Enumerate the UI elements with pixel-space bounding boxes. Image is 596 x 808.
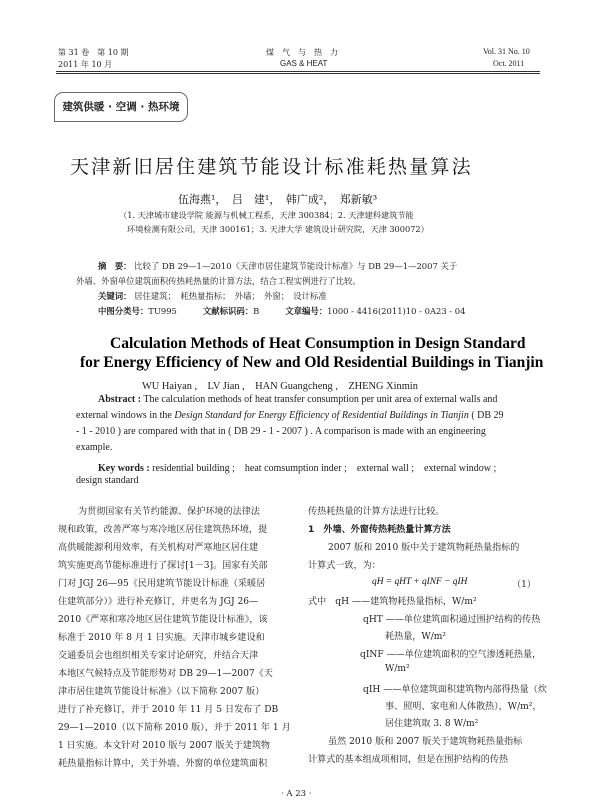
abstract-en-line3: - 1 - 2010 ) are compared with that in ( DB 29 - 1 - 2007 ) . A comparison is made with an engineering: [76, 426, 486, 437]
title-en-line2: for Energy Efficiency of New and Old Residential Buildings in Tianjin: [80, 354, 544, 371]
header-volume: 第 31 卷 第 10 期: [58, 48, 129, 57]
section-tag-label: 建筑供暖 · 空调 · 热环境: [62, 101, 180, 113]
keywords-en-line2: design standard: [76, 475, 139, 486]
definition-qih-cont2: 居住建筑取 3. 8 W/m²: [385, 719, 479, 729]
keywords-cn-label: 关键词：: [98, 291, 132, 301]
right-col-top: 传热耗热量的计算方法进行比较。: [308, 507, 445, 517]
article-no-label: 文章编号：: [285, 306, 328, 316]
clc-label: 中图分类号：: [98, 306, 149, 316]
abstract-en-line1: [98, 394, 497, 405]
keywords-en-text1: residential building ; heat comsumption inder ; external wall ; external window ;: [152, 463, 497, 474]
left-col-line: 筑实施更高节能标准进行了探讨[1－3]。国家有关部: [58, 561, 268, 571]
abstract-cn-line1: [98, 260, 457, 272]
classification-line: [98, 305, 465, 317]
equation-1: qH = qHT + qINF − qIH: [372, 577, 468, 587]
left-col-line: 进行了补充修订，并于 2010 年 11 月 5 日发布了 DB: [58, 705, 279, 715]
article-no-value: 1000 - 4416(2011)10 - 0A23 - 04: [327, 306, 466, 316]
definition-qht-cont: 耗热量，W/m²: [385, 632, 447, 642]
abstract-en-text1: The calculation methods of heat transfer consumption per unit area of external walls and: [143, 394, 498, 405]
title-en-line1: Calculation Methods of Heat Consumption in Design Standard: [110, 335, 526, 352]
abstract-en-text2c: ( DB 29: [468, 410, 504, 421]
header-date-en: Oct. 2011: [493, 59, 525, 68]
definition-qinf: qINF ——单位建筑面积的空气渗透耗热量，: [360, 650, 542, 660]
left-col-line: 为贯彻国家有关节约能源、保护环境的法律法: [78, 507, 260, 517]
right-p1-line2: 计算式一致，为：: [308, 561, 381, 571]
definition-qih-cont1: 事、照明、家电和人体散热），W/m²，: [385, 702, 542, 712]
header-journal-cn: 煤 气 与 热 力: [266, 48, 338, 57]
header-journal-en: GAS & HEAT: [280, 59, 328, 68]
header-rule-top: [56, 71, 540, 72]
abstract-en-text2a: external windows in the: [76, 410, 175, 421]
left-col-line: 1 日实施。本文针对 2010 版与 2007 版关于建筑物: [58, 741, 271, 751]
equation-1-number: （1）: [512, 580, 536, 590]
doc-code-value: B: [253, 306, 260, 316]
abstract-cn-line2: 外墙、外窗单位建筑面积传热耗热量的计算方法，结合工程实例进行了比较。: [76, 276, 361, 286]
abstract-cn-text1: 比较了 DB 29—1—2010《天津市居住建筑节能设计标准》与 DB 29—1—2007 关于: [134, 261, 458, 271]
keywords-en-line1: [98, 459, 496, 474]
authors-en: WU Haiyan , LV Jian , HAN Guangcheng , ZHENG Xinmin: [142, 381, 418, 392]
abstract-en-label: Abstract :: [98, 394, 142, 405]
left-col-line: 规和政策，改善严寒与寒冷地区居住建筑热环境，提: [58, 525, 268, 535]
left-col-line: 本地区气候特点及节能形势对 DB 29—1—2007《天: [58, 669, 273, 679]
left-col-line: 住建筑部分）》进行补充修订，并更名为 JGJ 26—: [58, 597, 259, 607]
left-col-line: 津市居住建筑节能设计标准》（以下简称 2007 版）: [58, 687, 265, 697]
definition-qinf-cont: W/m²: [385, 664, 410, 674]
title-cn: 天津新旧居住建筑节能设计标准耗热量算法: [70, 156, 473, 178]
left-col-line: 2010《严寒和寒冷地区居住建筑节能设计标准》，该: [58, 615, 268, 625]
keywords-cn: [98, 290, 327, 302]
left-col-line: 交通委员会也组织相关专家讨论研究，并结合天津: [58, 651, 259, 661]
abstract-cn-label: 摘 要：: [98, 261, 132, 271]
definition-qh: 式中 qH ——建筑物耗热量指标，W/m²: [308, 597, 477, 607]
page-number: · A 23 ·: [281, 789, 312, 799]
keywords-en-label: Key words :: [98, 463, 150, 474]
header-rule-bottom: [56, 73, 540, 74]
right-p2-line2: 计算式的基本组成项相同，但是在围护结构的传热: [308, 755, 509, 765]
right-p2-line1: 虽然 2010 版和 2007 版关于建筑物耗热量指标: [328, 737, 523, 747]
abstract-en-line2: [76, 410, 504, 421]
left-col-line: 高供暖能源利用效率，有关机构对严寒地区居住建: [58, 543, 259, 553]
abstract-en-standard-title: Design Standard for Energy Efficiency of Residential Buildings in Tianjin: [174, 410, 469, 421]
doc-code-label: 文献标识码：: [202, 306, 254, 316]
affiliation-cn-1: （1. 天津城市建设学院 能源与机械工程系，天津 300384；2. 天津建科建筑节能: [119, 210, 414, 220]
header-volume-en: Vol. 31 No. 10: [483, 47, 530, 56]
left-col-line: 标准于 2010 年 8 月 1 日实施。天津市城乡建设和: [58, 633, 265, 643]
authors-cn: 伍海燕¹， 吕 建¹， 韩广成²， 郑新敏³: [178, 193, 378, 206]
left-col-line: 门对 JGJ 26—95《民用建筑节能设计标准（采暖居: [58, 579, 266, 589]
left-col-line: 29—1—2010（以下简称 2010 版），并于 2011 年 1 月: [58, 723, 291, 733]
definition-qht: qHT ——单位建筑面积通过围护结构的传热: [363, 615, 541, 625]
section-tag: [54, 92, 188, 122]
keywords-cn-text: 居住建筑； 耗热量指标； 外墙； 外窗； 设计标准: [134, 291, 327, 301]
affiliation-cn-2: 环境检测有限公司，天津 300161；3. 天津大学 建筑设计研究院，天津 300072）: [127, 224, 429, 234]
right-p1-line1: 2007 版和 2010 版中关于建筑物耗热量指标的: [328, 543, 520, 553]
abstract-en-line4: example.: [76, 442, 113, 453]
header-date: 2011 年 10 月: [58, 60, 113, 69]
section1-heading: 1 外墙、外窗传热耗热量计算方法: [308, 525, 451, 535]
clc-value: TU995: [148, 306, 177, 316]
definition-qih: qIH ——单位建筑面积建筑物内部得热量（炊: [363, 685, 547, 695]
left-col-line: 耗热量指标计算中，关于外墙、外窗的单位建筑面积: [58, 759, 268, 769]
